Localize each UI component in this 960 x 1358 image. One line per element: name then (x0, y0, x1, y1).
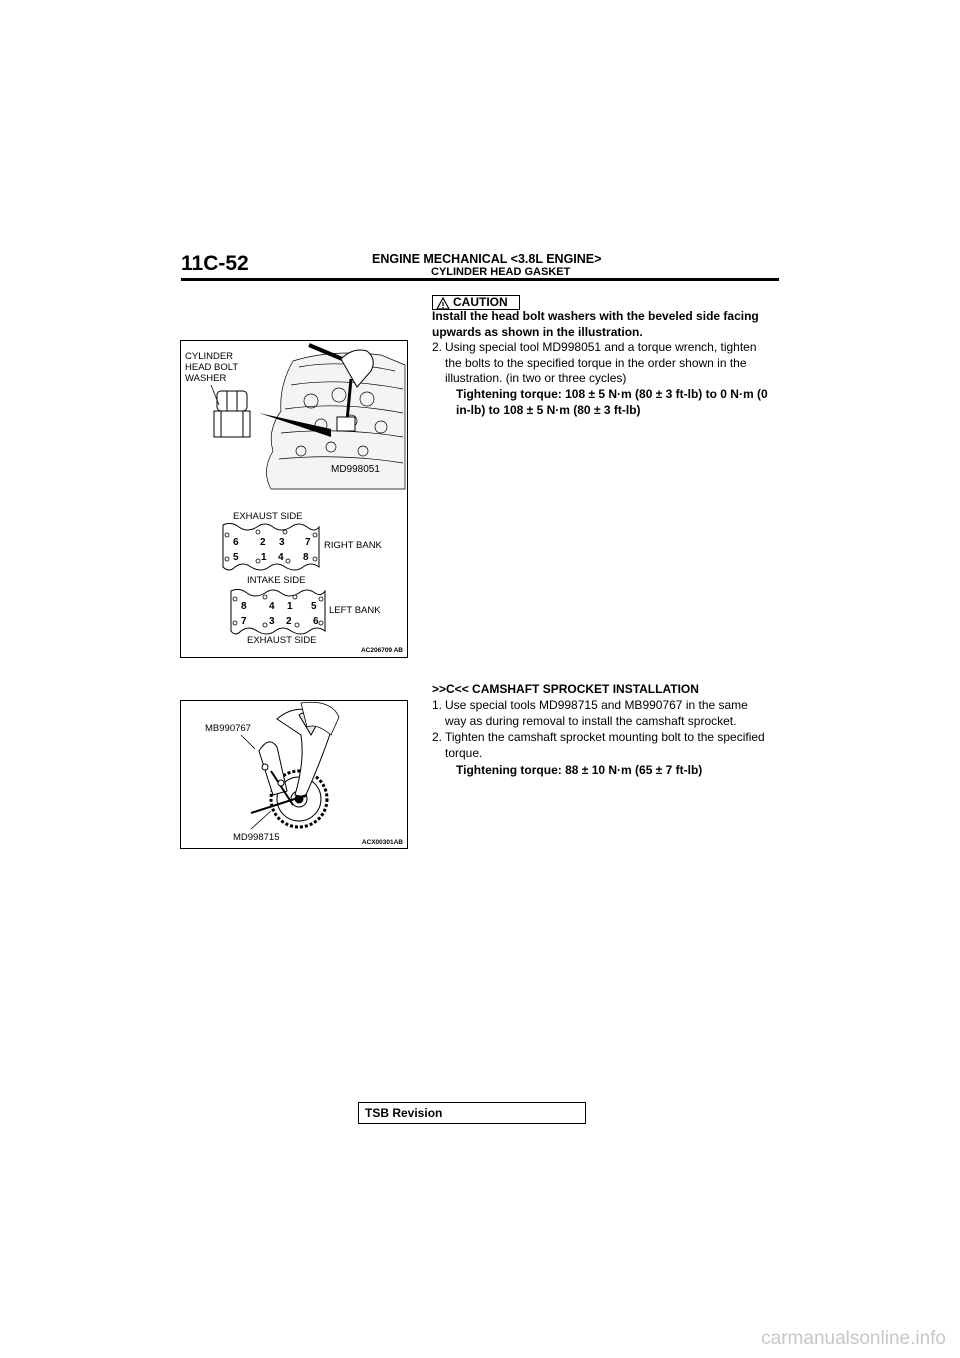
caution-label-box (432, 295, 520, 310)
lb-bot-4: 6 (313, 616, 319, 627)
step-line-1: Use special tools MD998715 and MB990767 in the same (445, 698, 748, 712)
caution-text (432, 309, 759, 340)
step-line-2: torque. (445, 745, 483, 760)
label-exhaust-side-bottom: EXHAUST SIDE (247, 635, 317, 646)
label-right-bank: RIGHT BANK (324, 540, 382, 551)
tool-label-mb990767: MB990767 (205, 723, 251, 734)
section1-step-2 (432, 340, 777, 387)
rb-bot-2: 1 (261, 552, 267, 563)
torque-line-1: Tightening torque: 108 ± 5 N·m (80 ± 3 ft-lb) to 0 N·m (0 (456, 387, 768, 401)
step-line-3: illustration. (in two or three cycles) (445, 371, 627, 385)
caution-line-2: upwards as shown in the illustration. (432, 324, 643, 339)
section-title: ENGINE MECHANICAL <3.8L ENGINE> (372, 252, 602, 266)
step-line-1: Tighten the camshaft sprocket mounting bolt to the specified (445, 730, 765, 744)
section1-torque-spec (456, 387, 768, 418)
washer-label-1: CYLINDER (185, 351, 234, 362)
rb-top-3: 3 (279, 537, 285, 548)
caution-line-1: Install the head bolt washers with the beveled side facing (432, 309, 759, 323)
rb-top-1: 6 (233, 537, 239, 548)
section2-step-2 (432, 730, 777, 761)
camshaft-section-heading: >>C<< CAMSHAFT SPROCKET INSTALLATION (432, 682, 699, 696)
figure-1-code: AC206709 AB (360, 647, 403, 654)
figure-cylinder-head-bolts (180, 340, 408, 658)
header-rule (181, 278, 779, 281)
label-intake-side: INTAKE SIDE (247, 575, 306, 586)
step-number: 1. (432, 698, 443, 712)
lb-bot-1: 7 (241, 616, 247, 627)
figure-camshaft-sprocket-tools (180, 700, 408, 849)
section2-step-1 (432, 698, 777, 729)
step-line-1: Using special tool MD998051 and a torque wrench, tighten (445, 340, 757, 354)
step-line-2: the bolts to the specified torque in the order shown in the (445, 355, 747, 370)
rb-bot-1: 5 (233, 552, 239, 563)
section2-torque-spec: Tightening torque: 88 ± 10 N·m (65 ± 7 ft-lb) (456, 763, 703, 777)
rb-top-2: 2 (260, 537, 266, 548)
lb-bot-3: 2 (286, 616, 292, 627)
figure-2-illustration (181, 701, 407, 848)
watermark[interactable]: carmanualsonline.info (761, 1328, 946, 1349)
figure-2-code: ACX00301AB (361, 839, 403, 846)
label-exhaust-side-top: EXHAUST SIDE (233, 511, 303, 522)
lb-top-3: 1 (287, 601, 293, 612)
step-line-2: way as during removal to install the camshaft sprocket. (445, 713, 737, 728)
subsection-title: CYLINDER HEAD GASKET (431, 266, 571, 278)
tool-label-md998715: MD998715 (233, 832, 280, 843)
washer-drawing (214, 391, 250, 437)
tsb-revision-box: TSB Revision (358, 1102, 586, 1124)
lb-top-4: 5 (311, 601, 317, 612)
md998715-leader (251, 811, 271, 829)
figure-1-illustration (181, 341, 407, 657)
lb-top-2: 4 (269, 601, 275, 612)
rb-bot-4: 8 (303, 552, 309, 563)
step-number: 2. (432, 340, 443, 354)
washer-label-3: WASHER (185, 373, 227, 384)
rb-bot-3: 4 (278, 552, 284, 563)
label-left-bank: LEFT BANK (329, 605, 381, 616)
rb-top-4: 7 (305, 537, 311, 548)
caution-label: CAUTION (453, 295, 508, 309)
tool-label-md998051: MD998051 (331, 464, 380, 475)
torque-line-2: in-lb) to 108 ± 5 N·m (80 ± 3 ft-lb) (456, 402, 641, 417)
mb990767-leader (241, 735, 255, 749)
lb-top-1: 8 (241, 601, 247, 612)
washer-label-2: HEAD BOLT (185, 362, 239, 373)
washer-leader (211, 385, 219, 405)
step-number: 2. (432, 730, 443, 744)
page-number: 11C-52 (181, 252, 249, 275)
lb-bot-2: 3 (269, 616, 275, 627)
